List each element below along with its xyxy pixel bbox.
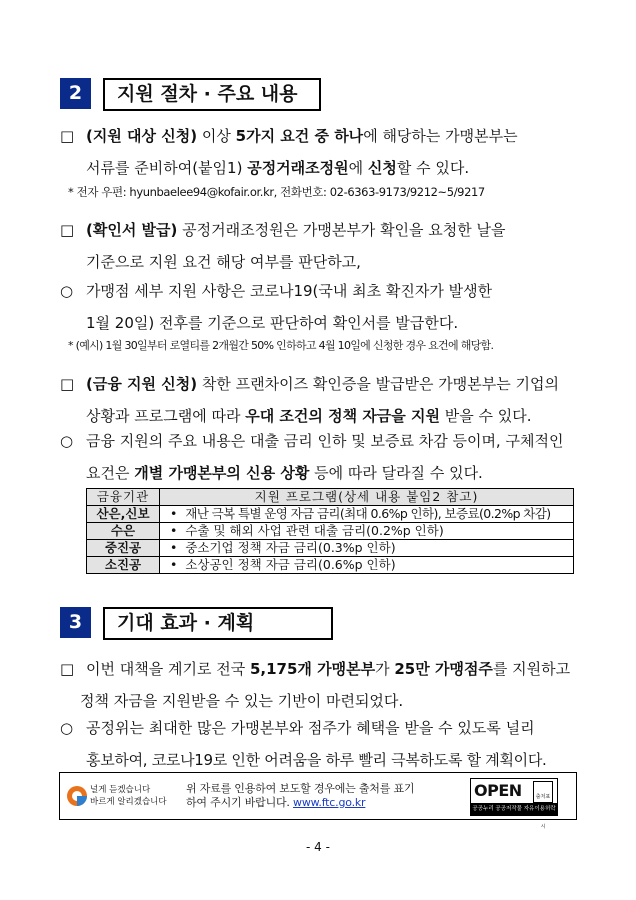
institution-cell: 산은,신보 (87, 506, 160, 523)
attribution-icon: 출처표시 (533, 781, 553, 803)
section-title: 지원 절차 · 주요 내용 (103, 78, 321, 111)
circle-bullet-icon: ○ (60, 719, 74, 737)
logo-text: 바르게 알리겠습니다 (90, 797, 167, 807)
institution-cell: 소진공 (87, 557, 160, 574)
table-header-row (87, 489, 574, 506)
ftc-logo-icon (66, 785, 88, 807)
finance-table (86, 488, 574, 574)
program-cell: • 중소기업 정책 자금 금리(0.3%p 인하) (160, 540, 574, 557)
program-cell: • 소상공인 정책 자금 금리(0.6%p 인하) (160, 557, 574, 574)
institution-cell: 수은 (87, 523, 160, 540)
paragraph-finance: □ (금융 지원 신청) 착한 프랜차이즈 확인증을 발급받은 가맹본부는 기업의 상황과 프로그램에 따라 우대 조건의 정책 자금을 지원 받을 수 있다. (60, 368, 580, 432)
institution-cell: 중진공 (87, 540, 160, 557)
ftc-website-link[interactable]: www.ftc.go.kr (293, 796, 366, 809)
open-license-badge: OPEN 출처표시 공공누리 공공저작물 자유이용허락 (470, 778, 558, 816)
table-header: 금융기관 (87, 489, 160, 506)
square-bullet-icon: □ (60, 221, 75, 239)
paragraph-detail: ○ 가맹점 세부 지원 사항은 코로나19(국내 최초 확진자가 발생한 1월 20일) 전후를 기준으로 판단하여 확인서를 발급한다. (60, 275, 580, 339)
paragraph-plan: ○ 공정위는 최대한 많은 가맹본부와 점주가 혜택을 받을 수 있도록 널리 홍보하여, 코로나19로 인한 어려움을 하루 빨리 극복하도록 할 계획이다. (60, 712, 580, 776)
section-title: 기대 효과 · 계획 (103, 607, 333, 640)
paragraph-apply: □ (지원 대상 신청) 이상 5가지 요건 중 하나에 해당하는 가맹본부는 서류를 준비하여(붙임1) 공정거래조정원에 신청할 수 있다. (60, 120, 580, 184)
circle-bullet-icon: ○ (60, 432, 74, 450)
square-bullet-icon: □ (60, 127, 75, 145)
logo-text: 널게 듣겠습니다 (90, 785, 151, 795)
table-row (87, 506, 574, 523)
paragraph-certificate: □ (확인서 발급) 공정거래조정원은 가맹본부가 확인을 요청한 날을 기준으로 지원 요건 해당 여부를 판단하고, (60, 214, 580, 278)
circle-bullet-icon: ○ (60, 282, 74, 300)
page-number: - 4 - (306, 840, 330, 854)
citation-footer (59, 772, 577, 830)
square-bullet-icon: □ (60, 660, 75, 678)
square-bullet-icon: □ (60, 375, 75, 393)
section-number: 2 (60, 78, 91, 109)
paragraph-finance-detail: ○ 금융 지원의 주요 내용은 대출 금리 인하 및 보증료 차감 등이며, 구체적인 요건은 개별 가맹본부의 신용 상황 등에 따라 달라질 수 있다. (60, 425, 580, 489)
paragraph-effect: □ 이번 대책을 계기로 전국 5,175개 가맹본부가 25만 가맹점주를 지원하고 정책 자금을 지원받을 수 있는 기반이 마련되었다. (60, 653, 580, 717)
table-header: 지원 프로그램(상세 내용 붙임2 참고) (160, 489, 574, 506)
table-row (87, 557, 574, 574)
citation-text: 하여 주시기 바랍니다. (186, 796, 290, 809)
program-cell: • 재난 극복 특별 운영 자금 금리(최대 0.6%p 인하), 보증료(0.2%p 차감) (160, 506, 574, 523)
section-number: 3 (60, 607, 91, 638)
example-note: * (예시) 1월 30일부터 로열티를 2개월간 50% 인하하고 4월 10일에 신청한 경우 요건에 해당함. (68, 339, 494, 352)
table-row (87, 540, 574, 557)
table-row (87, 523, 574, 540)
citation-text: 위 자료를 인용하여 보도할 경우에는 출처를 표기 (186, 782, 415, 795)
program-cell: • 수출 및 해외 사업 관련 대출 금리(0.2%p 인하) (160, 523, 574, 540)
contact-note: * 전자 우편: hyunbaelee94@kofair.or.kr, 전화번호: 02-6363-9173/9212~5/9217 (68, 185, 485, 199)
